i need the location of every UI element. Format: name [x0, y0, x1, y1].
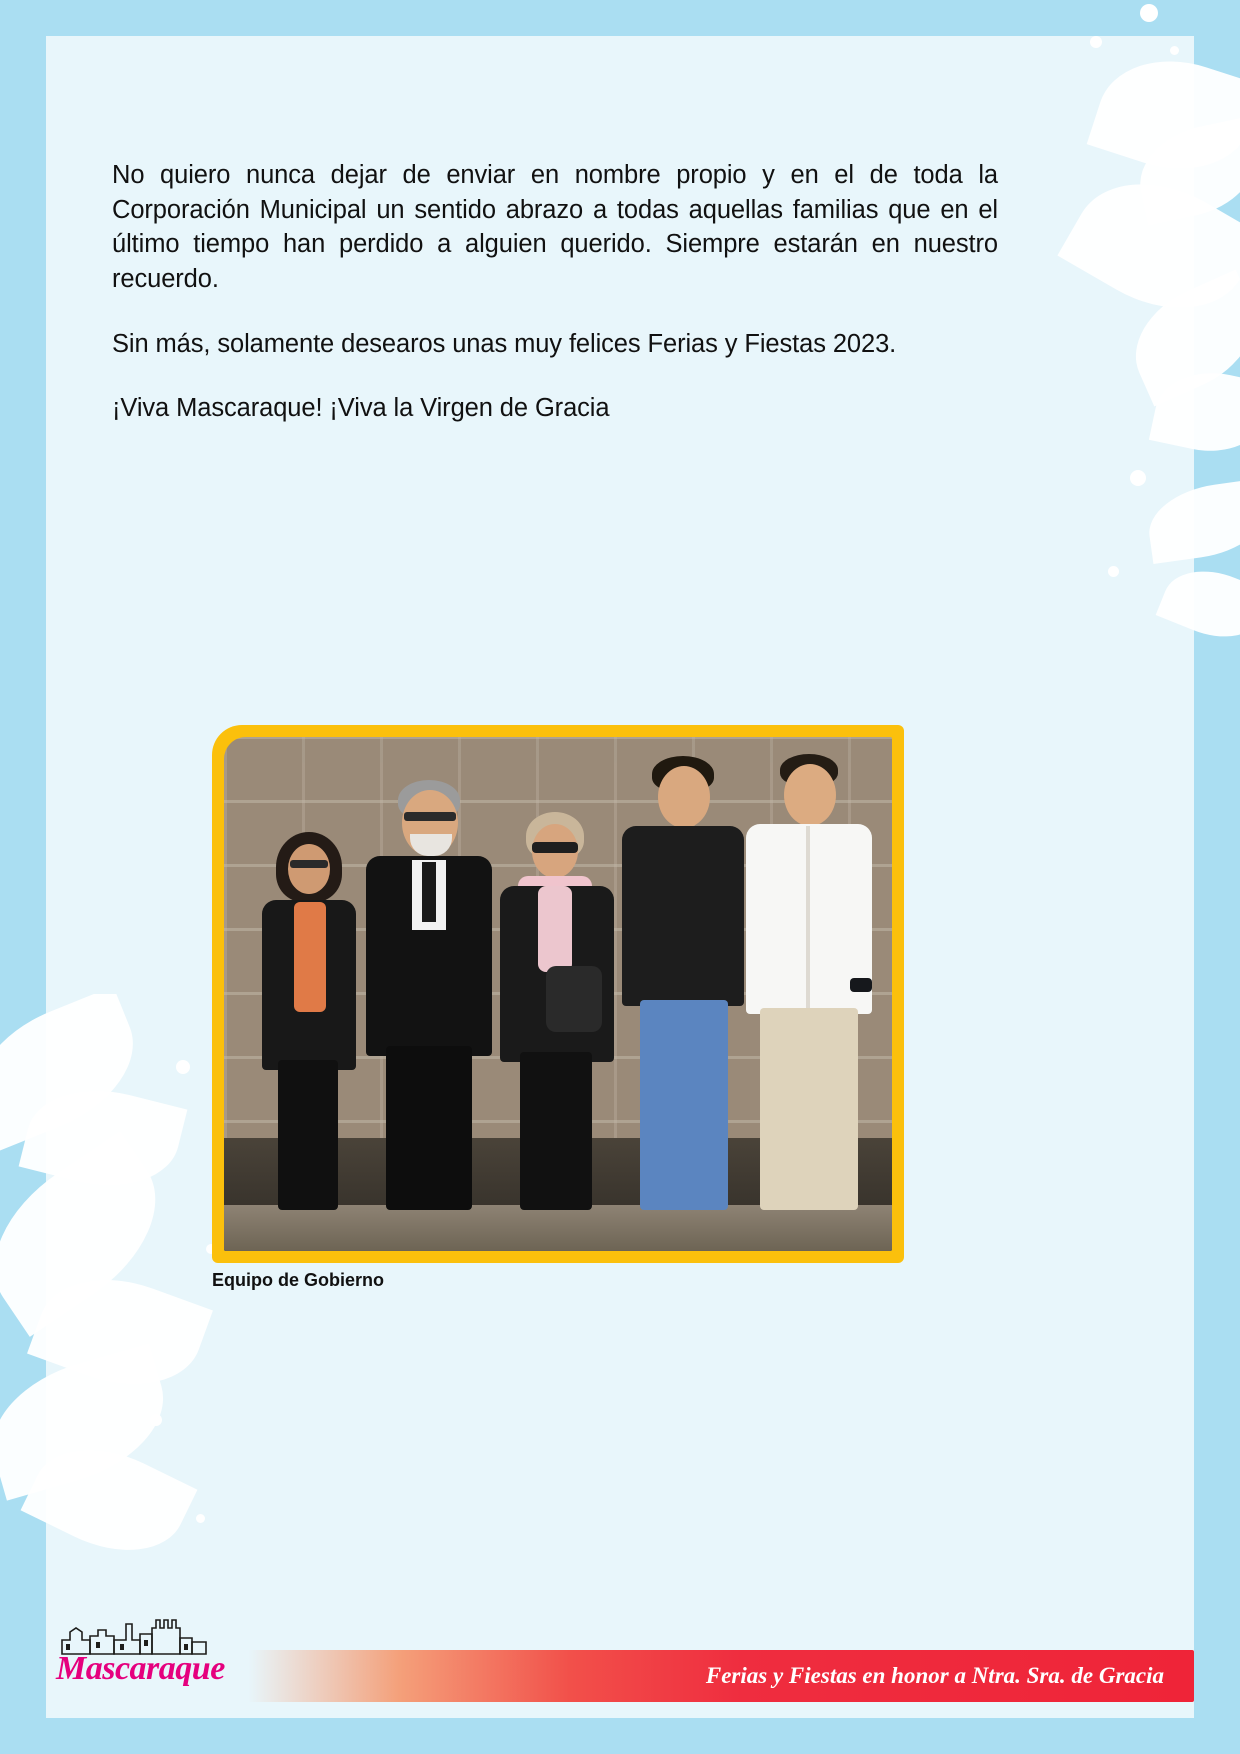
photo-pavement — [224, 1205, 892, 1251]
paragraph-1: No quiero nunca dejar de enviar en nombre propio y en el de toda la Corporación Municipal un sentido abrazo a todas aquellas familias que en el último tiempo han perdido a alguien querido. Siempre estarán en nuestro recuerdo. — [112, 161, 998, 294]
decoration-top-right — [980, 0, 1240, 680]
paragraph-3: ¡Viva Mascaraque! ¡Viva la Virgen de Gracia — [112, 394, 610, 423]
letter-body — [112, 158, 998, 426]
person-1 — [254, 810, 364, 1210]
footer-banner — [248, 1650, 1194, 1702]
mascaraque-logo — [56, 1610, 246, 1700]
logo-wordmark — [56, 1650, 225, 1688]
photo-frame — [212, 725, 904, 1263]
logo-rest: ascaraque — [85, 1650, 225, 1687]
group-photo — [224, 737, 892, 1251]
photo-caption: Equipo de Gobierno — [212, 1270, 384, 1290]
paragraph-2: Sin más, solamente desearos unas muy felices Ferias y Fiestas 2023. — [112, 329, 897, 358]
person-5 — [740, 750, 876, 1210]
person-3 — [492, 790, 620, 1210]
person-4 — [616, 760, 746, 1210]
person-2 — [364, 780, 494, 1210]
logo-initial: M — [56, 1650, 86, 1687]
footer-text: Ferias y Fiestas en honor a Ntra. Sra. de Gracia — [705, 1663, 1164, 1688]
